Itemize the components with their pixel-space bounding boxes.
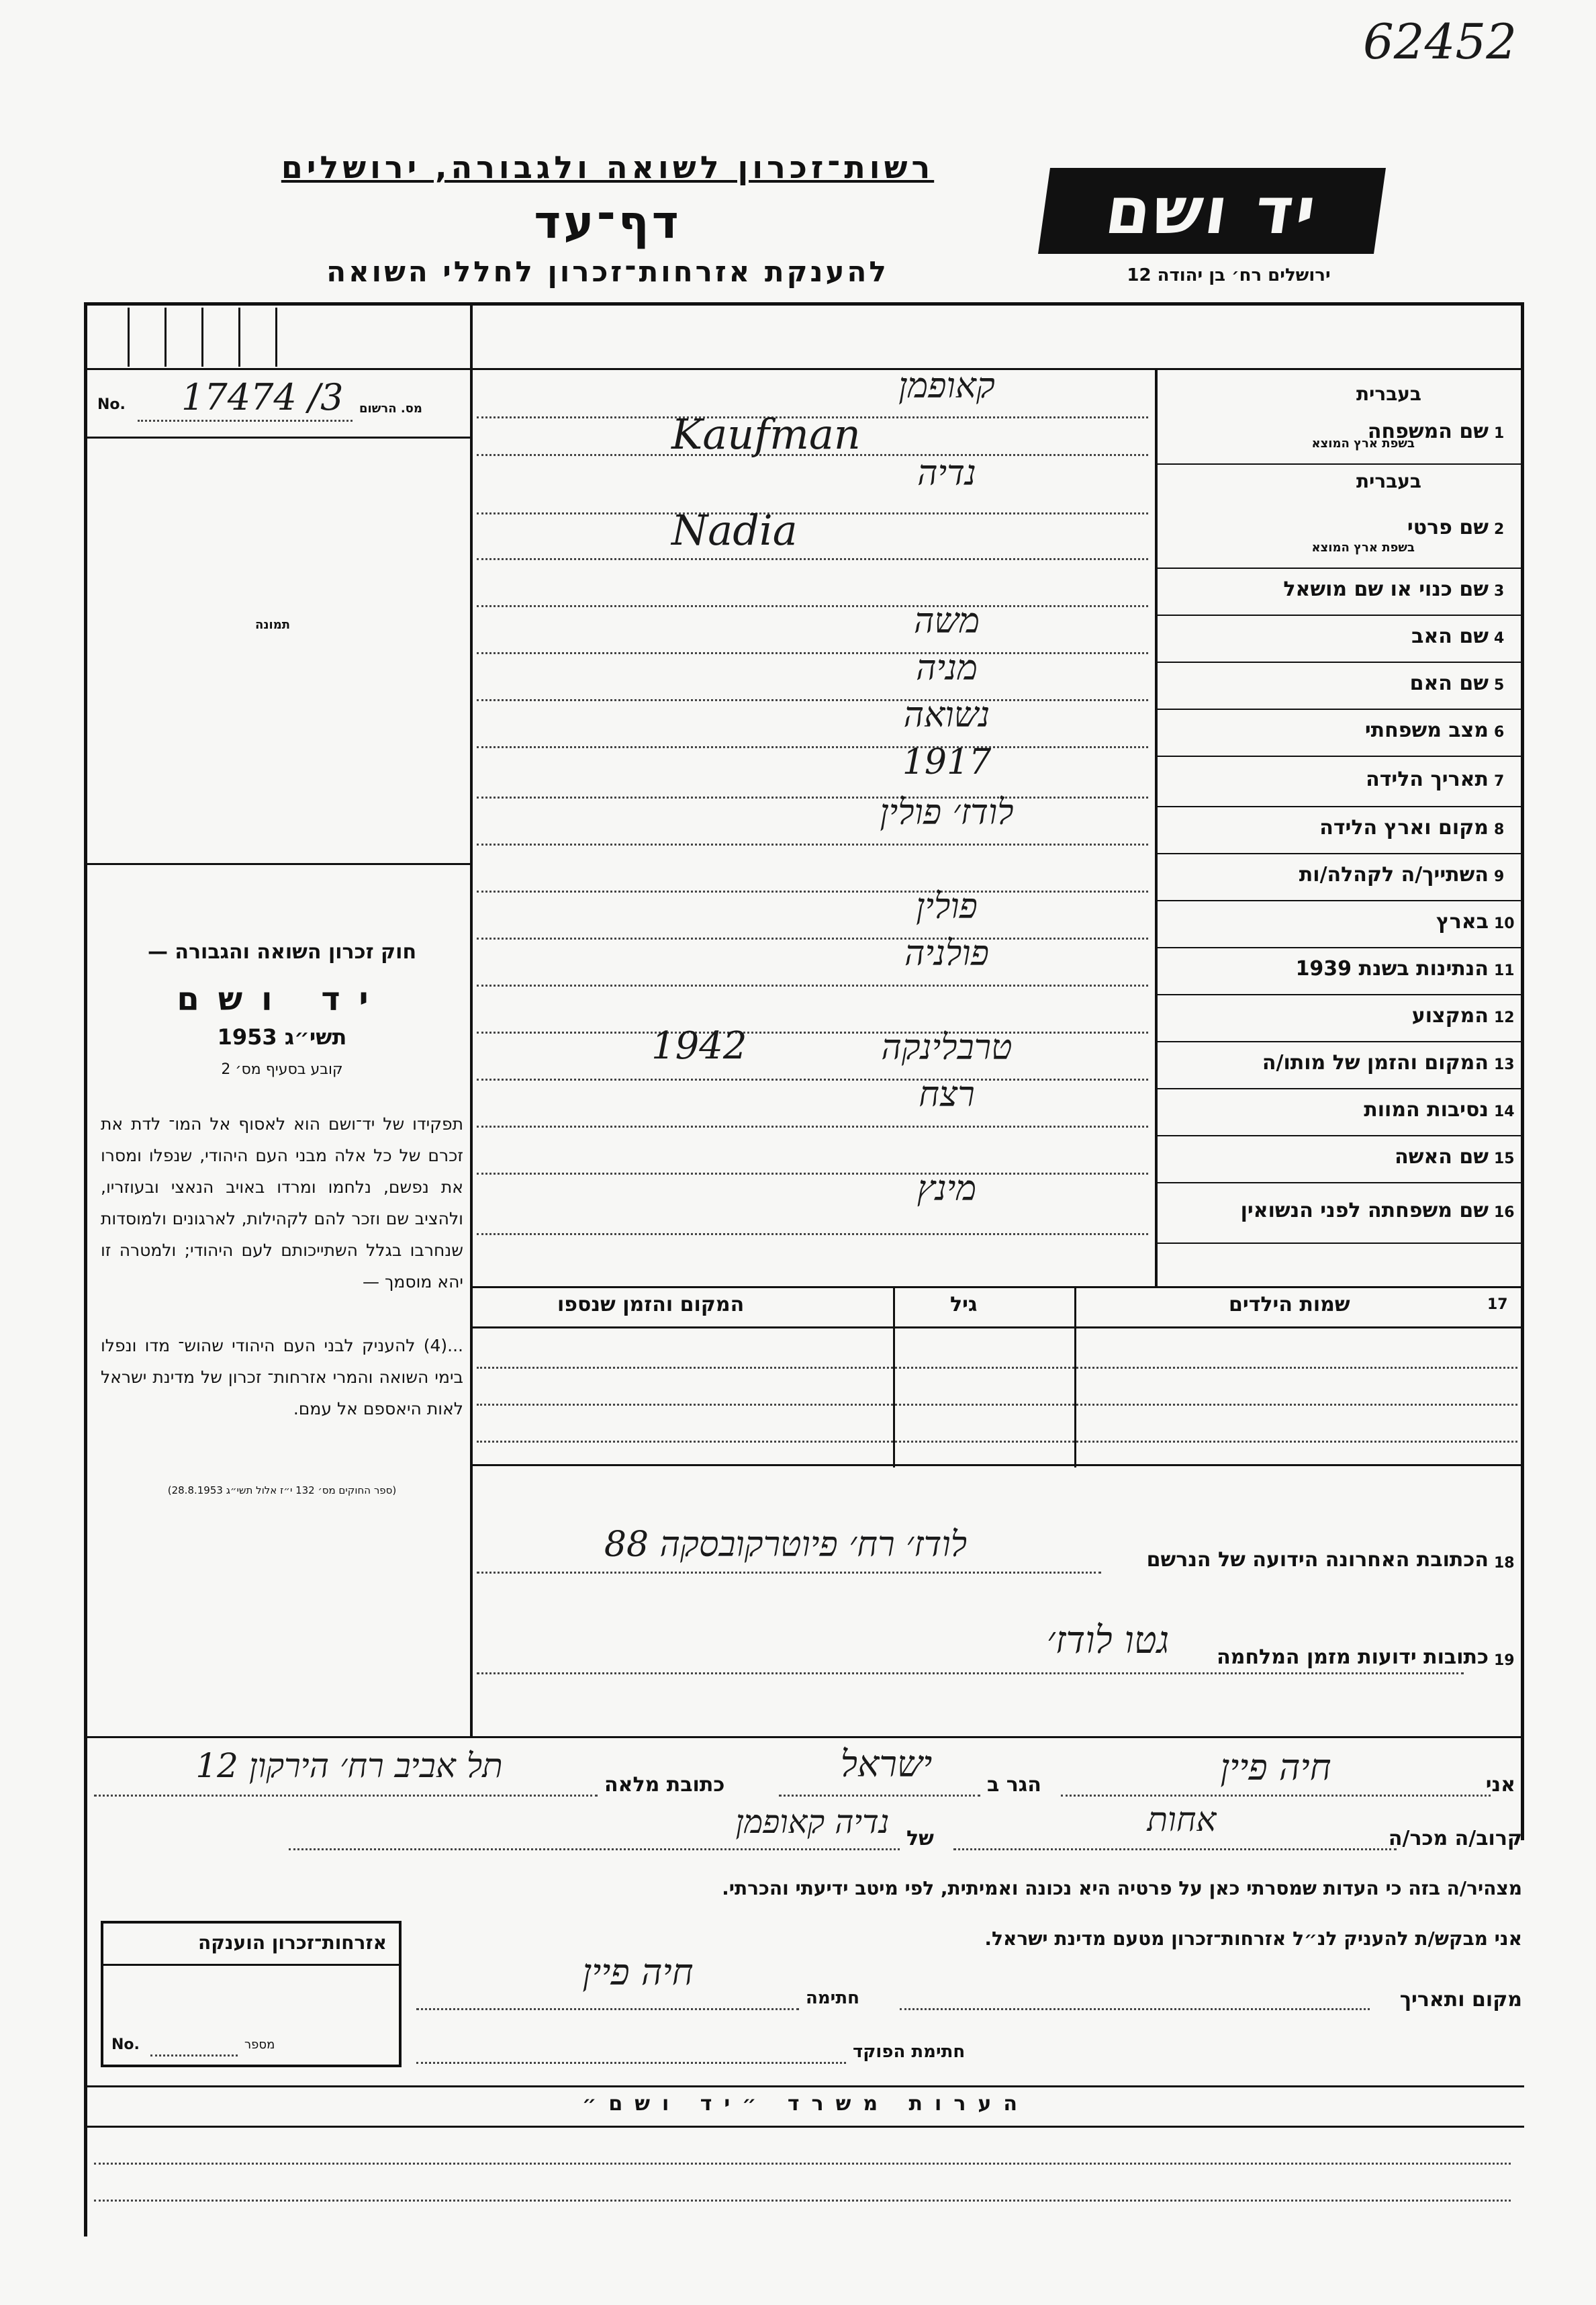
- field-13-value: טרבלינקה: [881, 1028, 1013, 1068]
- reg-no-value: 17474 /3: [181, 376, 344, 418]
- field-6-num: 6: [1494, 724, 1505, 741]
- field-2-num: 2: [1494, 521, 1505, 538]
- yad-vashem-logo: [1038, 168, 1386, 254]
- signature-value: חיה פיין: [582, 1951, 694, 1993]
- children-col-place: המקום והזמן שנספו: [557, 1293, 745, 1316]
- declarant-relative-label: קרוב/ה מכר/ה: [1388, 1827, 1522, 1850]
- declarant-lives-in: הגר ב: [987, 1773, 1041, 1797]
- field-2-value-latin: Nadia: [671, 505, 798, 555]
- field-13-num: 13: [1494, 1056, 1515, 1073]
- place-date-label: מקום ותאריך: [1399, 1988, 1522, 2012]
- declarant-ani: אני: [1485, 1773, 1515, 1797]
- children-col-names: שמות הילדים: [1229, 1293, 1350, 1316]
- field-12-num: 12: [1494, 1009, 1515, 1026]
- reg-boxes: [91, 308, 467, 367]
- signature-label: חתימה: [806, 1988, 859, 2008]
- field-9-label: השתייך/ה לקהלה/ות: [1299, 863, 1489, 887]
- field-13-value-year: 1942: [651, 1024, 747, 1068]
- field-16-label: שם משפחתה לפני הנשואין: [1240, 1199, 1489, 1222]
- office-notes-heading: הערות משרד ״יד ושם״: [582, 2092, 1029, 2116]
- field-1-value: קאופמן: [898, 366, 995, 406]
- reg-no-label: No.: [97, 396, 126, 413]
- form-title: דף־עד: [534, 196, 682, 249]
- photo-label: תמונה: [255, 618, 291, 632]
- logo-address: ירושלים רח׳ בן יהודה 12: [1127, 265, 1331, 285]
- field-8-label: מקום וארץ הלידה: [1319, 816, 1489, 840]
- reg-no-label-he: מס. הרשום: [359, 402, 422, 416]
- field-14-value: רצח: [919, 1075, 975, 1115]
- field-7-num: 7: [1494, 772, 1505, 790]
- field-1-value-latin: Kaufman: [671, 410, 861, 459]
- field-4-num: 4: [1494, 630, 1505, 647]
- stamp-number: 62452: [1363, 13, 1517, 70]
- field-2-tag: בעברית: [1356, 470, 1421, 492]
- citizenship-box-number: מספר: [244, 2038, 275, 2052]
- field-19-label: כתובות ידועות מזמן המלחמה: [1217, 1645, 1489, 1669]
- declarant-address: תל אביב רח׳ הירקון 12: [195, 1746, 503, 1785]
- field-13-label: המקום והזמן של מותו/ה: [1262, 1051, 1489, 1075]
- form-subtitle: להענקת אזרחות־זכרון לחללי השואה: [326, 255, 889, 288]
- field-3-label: שם כנוי או שם מושאל: [1283, 578, 1489, 601]
- logo-text: יד ושם: [1100, 173, 1323, 248]
- field-8-num: 8: [1494, 821, 1505, 838]
- officer-signature-label: חתימת הפוקד: [853, 2042, 966, 2062]
- field-1-num: 1: [1494, 425, 1505, 442]
- declarant-relation: אחות: [1147, 1800, 1217, 1839]
- law-year: תשי״ג 1953: [217, 1024, 347, 1050]
- field-2-sub: בשפת ארץ המוצא: [1311, 541, 1415, 555]
- citizenship-box-no: No.: [111, 2036, 140, 2053]
- field-11-value: פולניה: [904, 934, 989, 974]
- citizenship-box: [101, 1921, 402, 2067]
- law-paragraph-2: ...(4) להעניק לבני העם היהודי שהוש־ מדו ונפלו בימי השואה והמרי אזרחות־ זכרון של מדינת ישראל לאות היאספם אל עמם.: [101, 1336, 463, 1418]
- field-19-num: 19: [1494, 1652, 1515, 1669]
- field-8-value: לודז׳ פולין: [880, 793, 1014, 833]
- field-6-value: נשואה: [903, 695, 990, 735]
- field-12-label: המקצוע: [1411, 1004, 1489, 1028]
- declarant-city: ישראל: [840, 1743, 933, 1785]
- law-heading: חוק זכרון השואה והגבורה —: [147, 940, 417, 964]
- field-3-num: 3: [1494, 583, 1505, 600]
- children-col-age: גיל: [950, 1293, 978, 1316]
- declarant-of-value: נדיה קאופמן: [735, 1803, 890, 1841]
- field-1-sub: בשפת ארץ המוצא: [1311, 437, 1415, 451]
- field-9-num: 9: [1494, 868, 1505, 885]
- children-num: 17: [1487, 1296, 1508, 1313]
- field-16-value: מינץ: [917, 1169, 977, 1209]
- field-2-label: שם פרטי: [1407, 515, 1489, 539]
- field-1-label: שם המשפחה: [1367, 420, 1489, 443]
- field-7-value: 1917: [902, 742, 992, 782]
- law-source: (ספר החוקים מס׳ 132 י״ז אלול תשי״ג 28.8.1953): [167, 1484, 397, 1496]
- field-10-num: 10: [1494, 915, 1515, 932]
- law-paragraph-1: תפקידו של יד־ושם הוא לאסוף אל המו־ לדת את זכרם של כל אלה מבני העם היהודי, שנפלו ומסרו את נפשם, נלחמו ומרדו באויב הנאצי ובעוזריו, ולהציב שם וזכר להם לקהילות, לארגונים ולמוסדות שנחרבו בגלל השתייכותם לעם היהודי; ולמטרה זו יהא מוסמך —: [101, 1114, 463, 1292]
- law-clause: קובע בסעיף מס׳ 2: [221, 1061, 343, 1078]
- field-10-value: פולין: [916, 887, 978, 927]
- field-14-label: נסיבות המוות: [1364, 1098, 1489, 1122]
- field-15-label: שם האשה: [1395, 1145, 1489, 1169]
- citizenship-box-title: אזרחות־זכרון הוענקה: [198, 1932, 387, 1954]
- declarant-name: חיה פיין: [1220, 1746, 1331, 1789]
- field-4-label: שם האב: [1411, 625, 1489, 648]
- field-18-label: הכתובת האחרונה הידועה של הנרשם: [1146, 1548, 1489, 1572]
- field-10-label: בארץ: [1436, 910, 1489, 934]
- field-4-value: משה: [913, 601, 980, 641]
- declarant-of-label: של: [906, 1827, 934, 1850]
- field-7-label: תאריך הלידה: [1366, 767, 1489, 791]
- field-1-tag: בעברית: [1356, 383, 1421, 405]
- field-5-num: 5: [1494, 677, 1505, 694]
- field-5-label: שם האם: [1409, 672, 1489, 695]
- field-15-num: 15: [1494, 1150, 1515, 1167]
- field-11-label: הנתינות בשנת 1939: [1295, 957, 1489, 981]
- declaration-text: מצהיר/ה בזה כי העדות שמסרתי כאן על פרטיה היא נכונה ואמיתית, לפי מיטב ידיעתי והכרתי.: [722, 1877, 1522, 1899]
- field-16-num: 16: [1494, 1204, 1515, 1221]
- declarant-full-address-label: כתובת מלאה: [604, 1773, 725, 1797]
- law-name: יד ושם: [177, 981, 387, 1018]
- authority-title: רשות־זכרון לשואה ולגבורה, ירושלים: [281, 149, 935, 185]
- field-2-value: נדיה: [917, 453, 976, 494]
- field-11-num: 11: [1494, 962, 1515, 979]
- field-18-value: לודז׳ רח׳ פיוטרקובסקה 88: [604, 1525, 968, 1565]
- field-5-value: מניה: [916, 648, 978, 688]
- request-text: אני מבקש/ת להעניק לנ״ל אזרחות־זכרון מטעם מדינת ישראל.: [984, 1928, 1522, 1950]
- field-19-value: גטו לודז׳: [1046, 1619, 1170, 1662]
- field-6-label: מצב משפחתי: [1364, 719, 1489, 742]
- field-14-num: 14: [1494, 1103, 1515, 1120]
- field-18-num: 18: [1494, 1555, 1515, 1572]
